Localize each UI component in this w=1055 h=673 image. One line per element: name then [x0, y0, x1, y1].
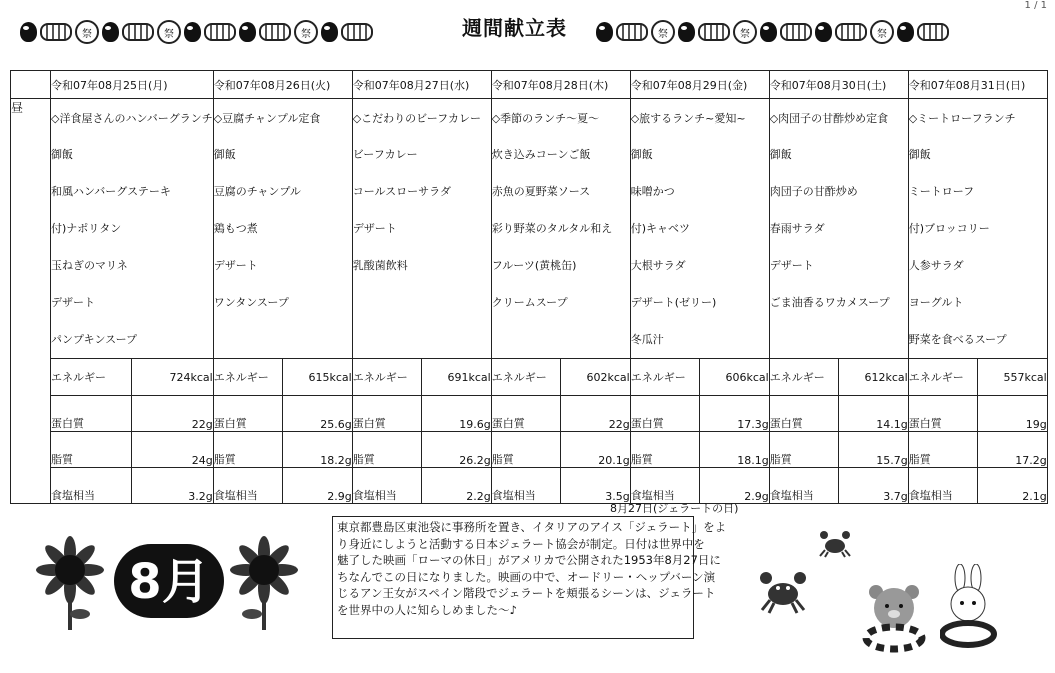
fat-label: 脂質 [630, 432, 699, 468]
dish-item: デザート [213, 259, 258, 272]
festival-garland-left [20, 16, 373, 48]
dish-item: 御飯 [51, 148, 73, 161]
protein-value: 19g [977, 396, 1047, 432]
date-header: 令和07年08月30日(土) [769, 71, 908, 99]
dish-item [214, 321, 352, 358]
dish-item: 乳酸菌飲料 [352, 259, 408, 272]
festival-fan-icon: 祭 [75, 20, 99, 44]
salt-label: 食塩相当 [491, 468, 560, 504]
festival-fan-icon: 祭 [870, 20, 894, 44]
taiko-drum-icon [341, 23, 373, 41]
protein-value: 19.6g [421, 396, 491, 432]
energy-value: 612kcal [838, 359, 908, 396]
energy-value: 615kcal [282, 359, 352, 396]
salt-label: 食塩相当 [213, 468, 282, 504]
dish-item: 付)キャベツ [630, 222, 690, 235]
dish-item [770, 321, 908, 358]
dish-item: 大根サラダ [630, 259, 686, 272]
onigiri-icon [678, 22, 695, 42]
energy-value: 606kcal [699, 359, 769, 396]
fat-value: 17.2g [977, 432, 1047, 468]
fat-value: 20.1g [560, 432, 630, 468]
menu-set-name: ◇ミートローフランチ [908, 112, 1016, 125]
day-menu-cell [769, 99, 908, 359]
dish-item: 野菜を食べるスープ [908, 333, 1007, 346]
protein-label: 蛋白質 [908, 396, 977, 432]
protein-label: 蛋白質 [213, 396, 282, 432]
fat-label: 脂質 [491, 432, 560, 468]
onigiri-icon [239, 22, 256, 42]
august-sunflower-art [28, 522, 308, 632]
onigiri-icon [102, 22, 119, 42]
menu-set-name: ◇旅するランチ~愛知~ [630, 112, 746, 125]
festival-fan-icon: 祭 [733, 20, 757, 44]
festival-fan-icon: 祭 [294, 20, 318, 44]
dish-item: 付)ブロッコリー [908, 222, 990, 235]
energy-row [11, 359, 1048, 396]
protein-value: 22g [560, 396, 630, 432]
dish-item: 肉団子の甘酢炒め [769, 185, 858, 198]
salt-value: 2.9g [699, 468, 769, 504]
salt-label: 食塩相当 [630, 468, 699, 504]
fat-label: 脂質 [908, 432, 977, 468]
energy-value: 602kcal [560, 359, 630, 396]
date-header: 令和07年08月25日(月) [51, 71, 214, 99]
menu-set-name: ◇こだわりのビーフカレー [352, 112, 482, 125]
date-header: 令和07年08月28日(木) [491, 71, 630, 99]
note-title: 8月27日(ジェラートの日) [610, 502, 739, 515]
taiko-drum-icon [616, 23, 648, 41]
meal-row-label: 昼 [11, 99, 51, 504]
date-header: 令和07年08月31日(日) [908, 71, 1047, 99]
page-number: 1 / 1 [1024, 0, 1047, 11]
protein-value: 22g [131, 396, 213, 432]
day-menu-cell [352, 99, 491, 359]
onigiri-icon [321, 22, 338, 42]
energy-label: エネルギー [491, 359, 560, 396]
month-label: 8月 [128, 554, 210, 610]
energy-value: 691kcal [421, 359, 491, 396]
fat-value: 18.2g [282, 432, 352, 468]
taiko-drum-icon [698, 23, 730, 41]
dish-item: ワンタンスープ [213, 296, 289, 309]
taiko-drum-icon [917, 23, 949, 41]
energy-label: エネルギー [352, 359, 421, 396]
bunny-float-icon [940, 564, 998, 654]
salt-value: 3.7g [838, 468, 908, 504]
month-badge [114, 544, 224, 618]
dish-item: デザート(ゼリー) [630, 296, 717, 309]
fat-value: 26.2g [421, 432, 491, 468]
salt-label: 食塩相当 [908, 468, 977, 504]
taiko-drum-icon [259, 23, 291, 41]
day-menu-cell [213, 99, 352, 359]
lunch-dishes-row [11, 99, 1048, 359]
fat-label: 脂質 [352, 432, 421, 468]
dish-item: ヨーグルト [908, 296, 964, 309]
energy-label: エネルギー [908, 359, 977, 396]
protein-value: 14.1g [838, 396, 908, 432]
date-header-row [11, 71, 1048, 99]
festival-garland-right [596, 16, 949, 48]
dish-item: 冬瓜汁 [630, 333, 664, 346]
dish-item: 春雨サラダ [769, 222, 825, 235]
dish-item: 御飯 [630, 148, 653, 161]
sunflower-right-icon [230, 536, 298, 630]
energy-label: エネルギー [630, 359, 699, 396]
note-line: じるアン王女がスペイン階段でジェラートを頬張るシーンは、ジェラート [337, 586, 716, 600]
dish-item: 御飯 [213, 148, 236, 161]
menu-set-name: ◇肉団子の甘酢炒め定食 [769, 112, 889, 125]
salt-label: 食塩相当 [352, 468, 421, 504]
onigiri-icon [596, 22, 613, 42]
dish-item: 炊き込みコーンご飯 [491, 148, 591, 161]
dish-item [353, 321, 491, 358]
fat-label: 脂質 [51, 432, 132, 468]
protein-label: 蛋白質 [630, 396, 699, 432]
day-menu-cell [51, 99, 214, 359]
dish-item: フルーツ(黄桃缶) [491, 259, 577, 272]
dish-item: ビーフカレー [352, 148, 418, 161]
note-line: を世界中の人に知らしめました～♪ [337, 602, 517, 617]
taiko-drum-icon [835, 23, 867, 41]
note-line: 東京都豊島区東池袋に事務所を置き、イタリアのアイス「ジェラート」をよ [337, 520, 727, 534]
corner-cell [11, 71, 51, 99]
energy-value: 557kcal [977, 359, 1047, 396]
menu-set-name: ◇季節のランチ～夏～ [491, 112, 600, 125]
dish-item: 赤魚の夏野菜ソース [491, 185, 591, 198]
salt-row [11, 468, 1048, 504]
onigiri-icon [760, 22, 777, 42]
salt-value: 2.9g [282, 468, 352, 504]
sunflower-left-icon [36, 536, 104, 630]
day-menu-cell [491, 99, 630, 359]
fat-label: 脂質 [213, 432, 282, 468]
menu-set-name: ◇豆腐チャンプル定食 [213, 112, 321, 125]
onigiri-icon [184, 22, 201, 42]
dish-item: 付)ナポリタン [51, 222, 122, 235]
salt-value: 3.2g [131, 468, 213, 504]
fat-value: 15.7g [838, 432, 908, 468]
fat-label: 脂質 [769, 432, 838, 468]
onigiri-icon [20, 22, 37, 42]
dish-item: 玉ねぎのマリネ [51, 259, 128, 272]
dish-item: 味噌かつ [630, 185, 675, 198]
page-title: 週間献立表 [462, 16, 567, 40]
protein-value: 25.6g [282, 396, 352, 432]
dish-item: 彩り野菜のタルタル和え [491, 222, 613, 235]
festival-fan-icon: 祭 [157, 20, 181, 44]
bear-float-icon [862, 580, 926, 660]
dish-item: ミートローフ [908, 185, 975, 198]
date-header: 令和07年08月26日(火) [213, 71, 352, 99]
date-header: 令和07年08月27日(水) [352, 71, 491, 99]
dish-item [353, 284, 491, 321]
dish-item: パンプキンスープ [51, 333, 138, 346]
onigiri-icon [815, 22, 832, 42]
taiko-drum-icon [780, 23, 812, 41]
menu-set-name: ◇洋食屋さんのハンバーグランチ [51, 112, 213, 125]
dish-item: ごま油香るワカメスープ [769, 296, 890, 309]
energy-label: エネルギー [213, 359, 282, 396]
salt-label: 食塩相当 [51, 468, 132, 504]
note-line: ちなんでこの日になりました。映画の中で、オードリー・ヘップバーン演 [337, 569, 716, 584]
dish-item [492, 321, 630, 358]
protein-label: 蛋白質 [491, 396, 560, 432]
crab-small-icon [818, 528, 852, 558]
protein-label: 蛋白質 [769, 396, 838, 432]
fat-value: 18.1g [699, 432, 769, 468]
date-header: 令和07年08月29日(金) [630, 71, 769, 99]
note-line: り身近にしようと活動する日本ジェラート協会が制定。日付は世界中を [337, 536, 705, 551]
dish-item: 御飯 [769, 148, 792, 161]
taiko-drum-icon [40, 23, 72, 41]
taiko-drum-icon [204, 23, 236, 41]
dish-item: 豆腐のチャンプル [213, 185, 301, 198]
dish-item: デザート [51, 296, 95, 309]
taiko-drum-icon [122, 23, 154, 41]
dish-item: 和風ハンバーグステーキ [51, 185, 171, 198]
protein-value: 17.3g [699, 396, 769, 432]
energy-label: エネルギー [769, 359, 838, 396]
onigiri-icon [897, 22, 914, 42]
note-line: 魅了した映画「ローマの休日」がアメリカで公開された1953年8月27日に [337, 553, 721, 567]
fat-row [11, 432, 1048, 468]
day-menu-cell [630, 99, 769, 359]
festival-fan-icon: 祭 [651, 20, 675, 44]
protein-label: 蛋白質 [51, 396, 132, 432]
protein-label: 蛋白質 [352, 396, 421, 432]
dish-item: デザート [769, 259, 814, 272]
day-menu-cell [908, 99, 1047, 359]
dish-item: コールスローサラダ [352, 185, 452, 198]
gelato-day-note [332, 516, 727, 639]
weekly-menu-table [10, 70, 1048, 504]
energy-label: エネルギー [51, 359, 132, 396]
protein-row [11, 396, 1048, 432]
dish-item: 鶏もつ煮 [213, 222, 258, 235]
dish-item: クリームスープ [491, 296, 568, 309]
dish-item: デザート [352, 222, 397, 235]
salt-value: 3.5g [560, 468, 630, 504]
crab-large-icon [758, 568, 808, 614]
dish-item: 人参サラダ [908, 259, 964, 272]
salt-value: 2.2g [421, 468, 491, 504]
salt-label: 食塩相当 [769, 468, 838, 504]
salt-value: 2.1g [977, 468, 1047, 504]
fat-value: 24g [131, 432, 213, 468]
energy-value: 724kcal [131, 359, 213, 396]
dish-item: 御飯 [908, 148, 931, 161]
